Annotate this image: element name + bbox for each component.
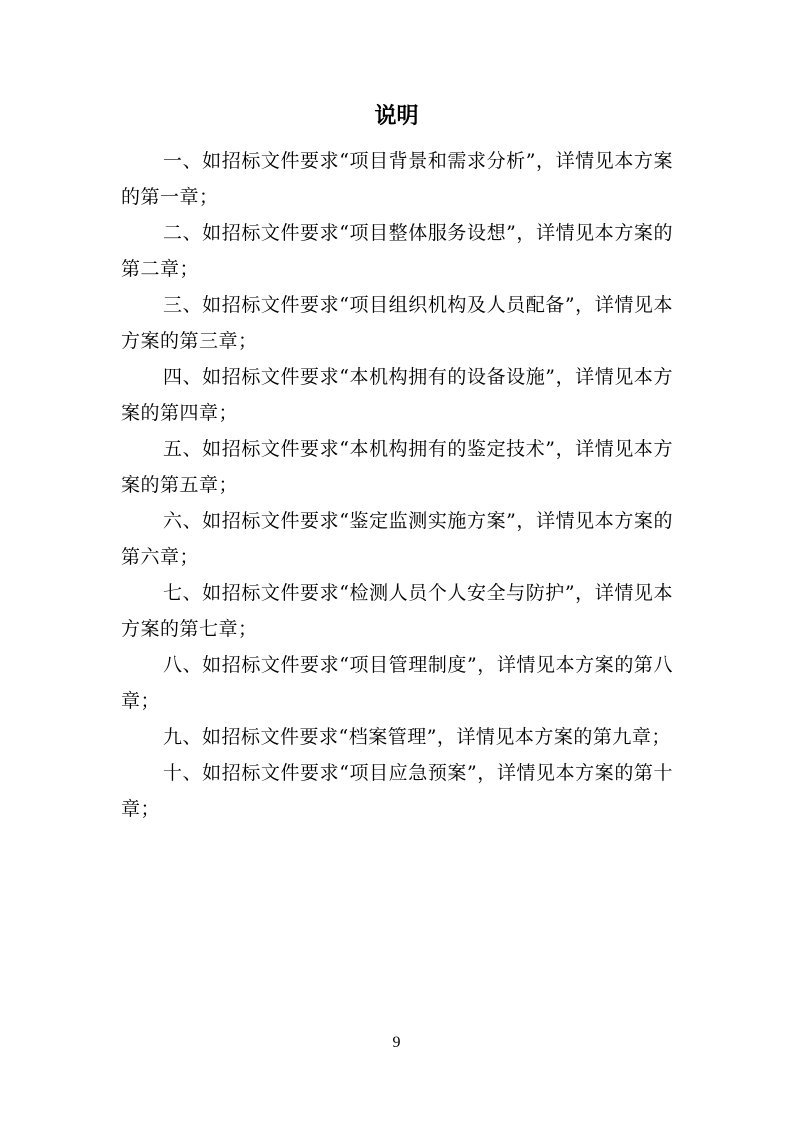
list-item: 十、如招标文件要求“项目应急预案”，详情见本方案的第十章； [121,762,673,820]
list-item: 四、如招标文件要求“本机构拥有的设备设施”，详情见本方案的第四章； [121,366,673,424]
instruction-list [121,143,673,827]
list-item: 二、如招标文件要求“项目整体服务设想”，详情见本方案的第二章； [121,222,673,280]
list-item: 一、如招标文件要求“项目背景和需求分析”，详情见本方案的第一章； [121,150,673,208]
page-title: 说明 [374,103,419,129]
list-item: 九、如招标文件要求“档案管理”，详情见本方案的第九章； [163,726,671,748]
list-item: 七、如招标文件要求“检测人员个人安全与防护”，详情见本方案的第七章； [121,582,673,640]
list-item: 八、如招标文件要求“项目管理制度”，详情见本方案的第八章； [121,654,673,712]
list-item: 五、如招标文件要求“本机构拥有的鉴定技术”，详情见本方案的第五章； [121,438,673,496]
list-item: 六、如招标文件要求“鉴定监测实施方案”，详情见本方案的第六章； [121,510,673,568]
page-number: 9 [392,1034,401,1051]
list-item: 三、如招标文件要求“项目组织机构及人员配备”，详情见本方案的第三章； [121,294,673,352]
